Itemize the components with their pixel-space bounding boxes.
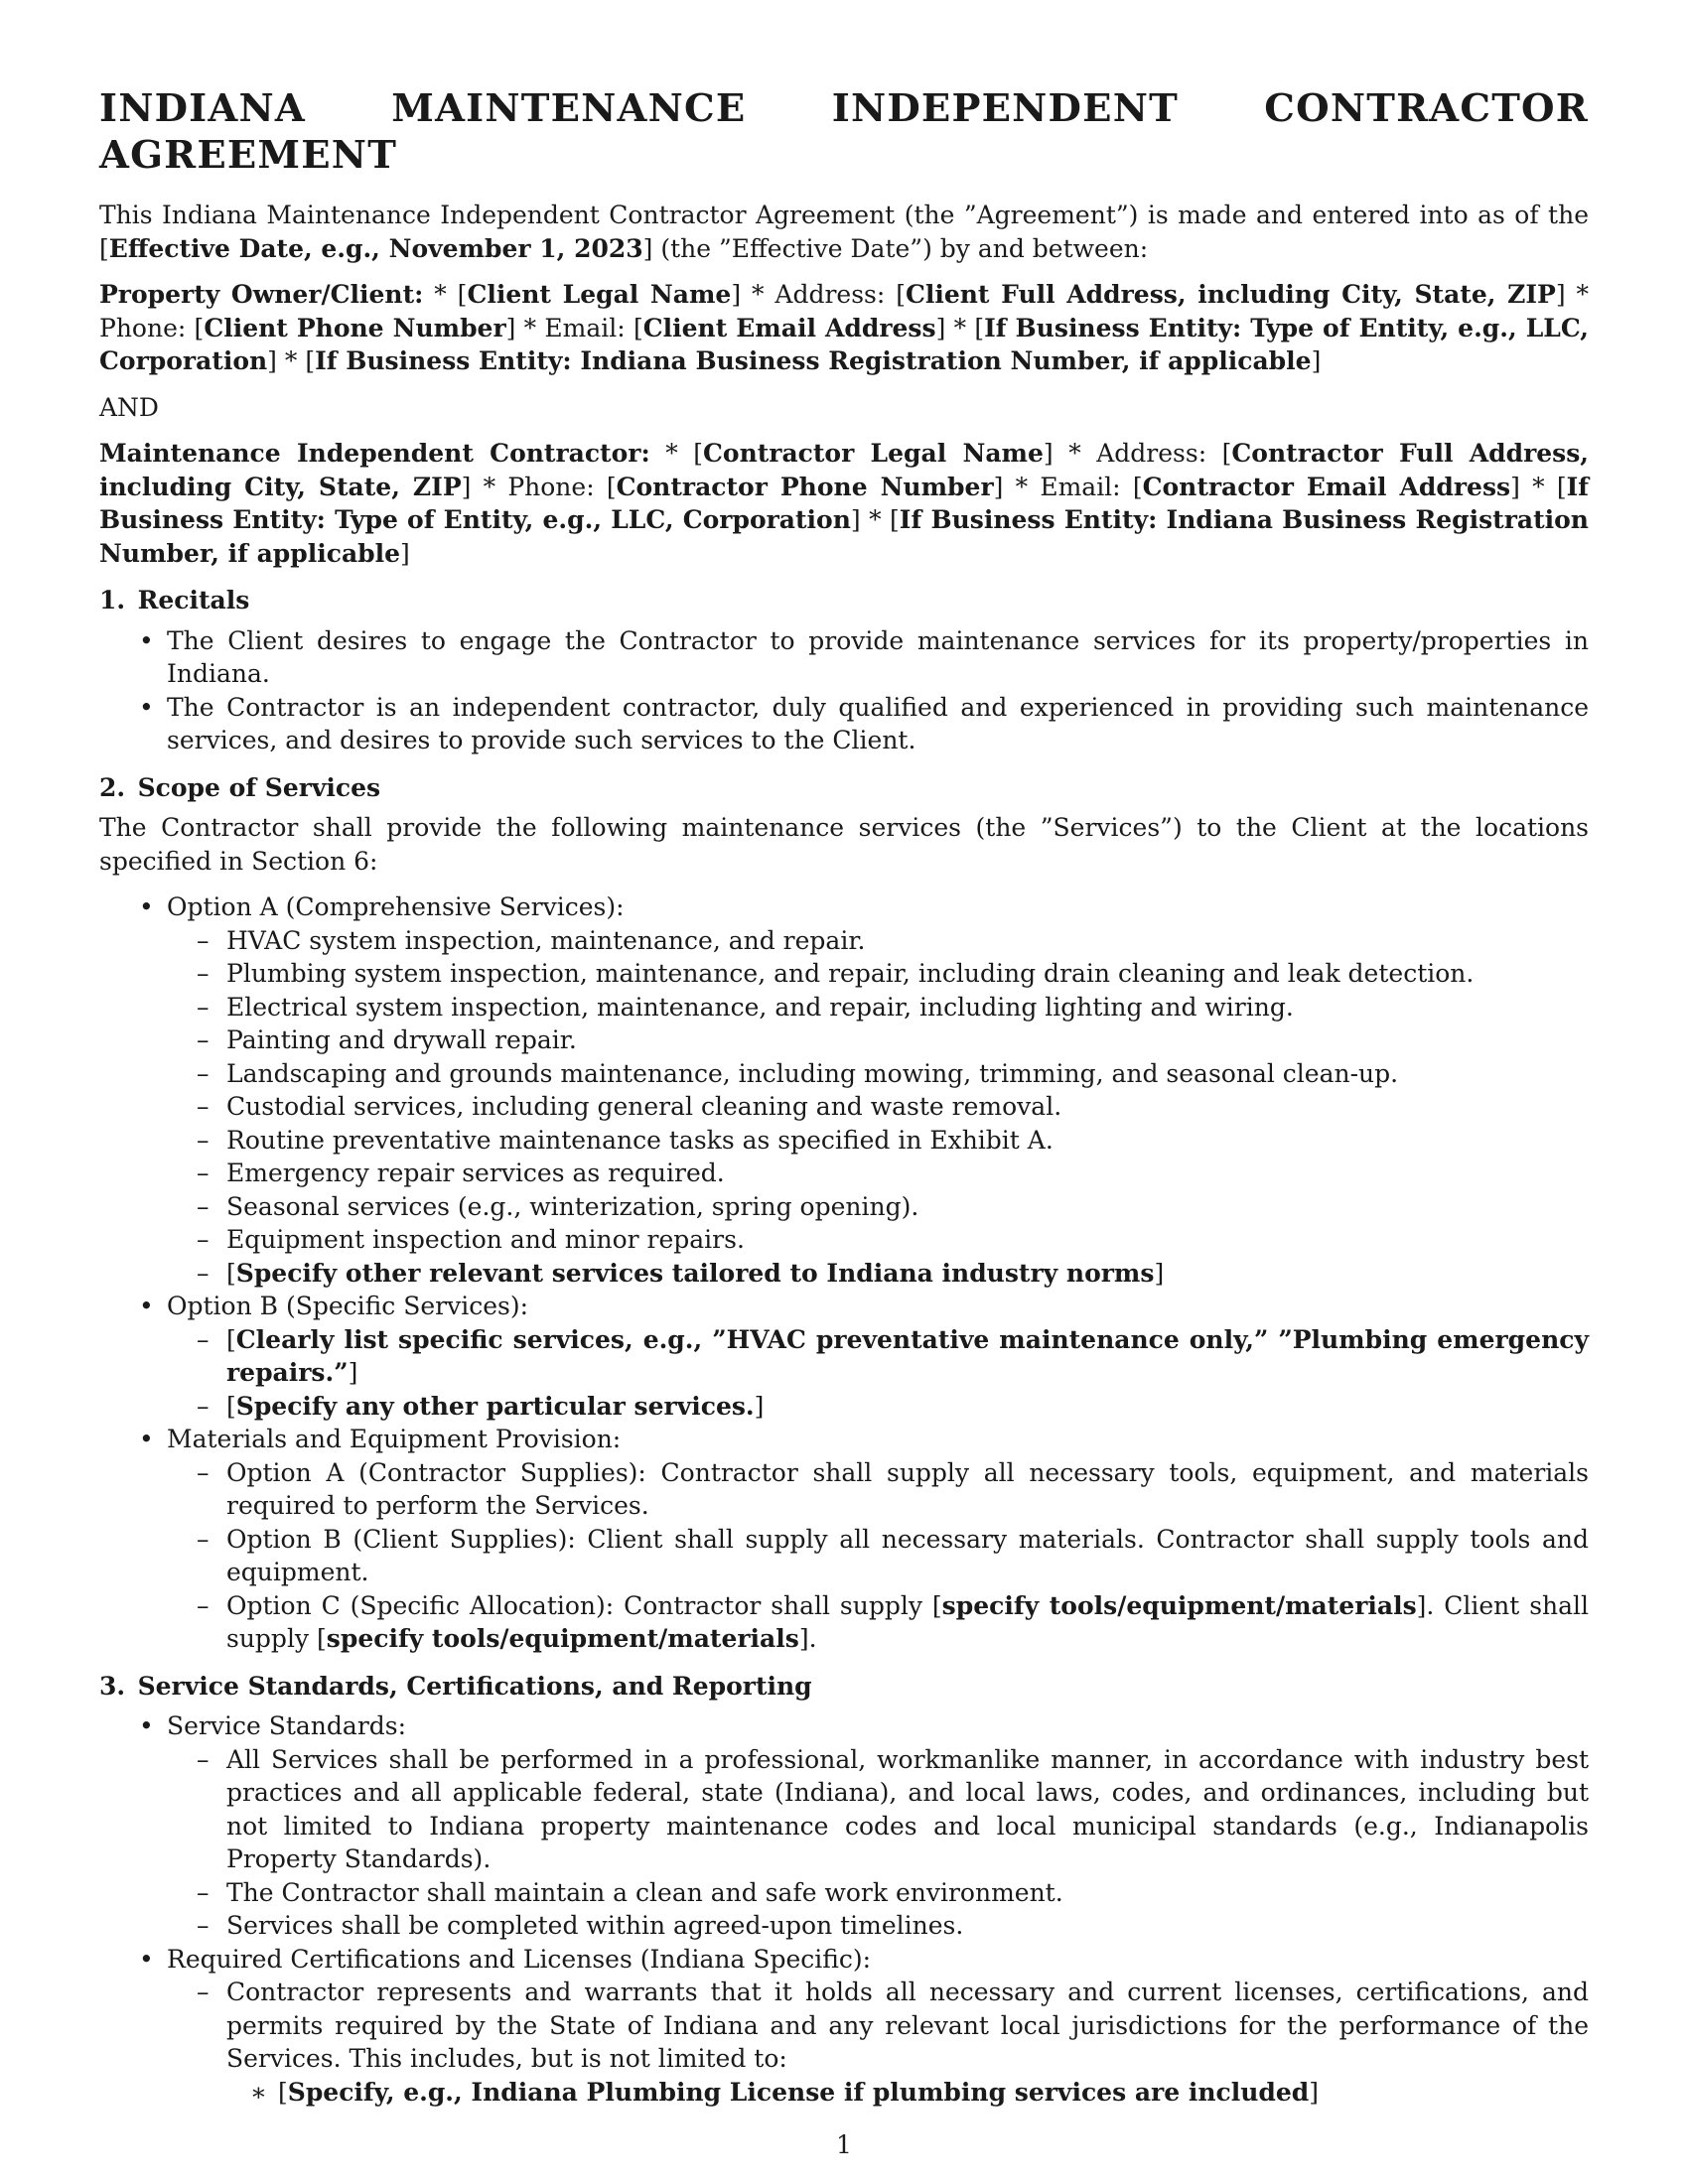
certifications-subsublist	[226, 2076, 1589, 2110]
list-item: – Option C (Specific Allocation): Contractor shall supply [specify tools/equipment/materials]. Client shall supply [specify tools/equipment/materials].	[226, 1589, 1589, 1656]
option-a-sublist	[167, 924, 1589, 1291]
intro-paragraph: This Indiana Maintenance Independent Contractor Agreement (the ”Agreement”) is made and entered into as of the [Effective Date, e.g., November 1, 2023] (the ”Effective Date”) by and between:	[99, 201, 1589, 263]
client-phone-field: Client Phone Number	[204, 313, 506, 342]
list-item: – Option A (Contractor Supplies): Contractor shall supply all necessary tools, equipment, and materials required to perform the Services.	[226, 1456, 1589, 1523]
contractor-block: Maintenance Independent Contractor: * [Contractor Legal Name] * Address: [Contractor Full Address, including City, State, ZIP] * Phone: [Contractor Phone Number] * Email: [Contractor Email Address] * [If Business Entity: Type of Entity, e.g., LLC, Corporation] * [If Business Entity: Indiana Business Registration Number, if applicable]	[99, 439, 1590, 568]
list-item: – [Clearly list specific services, e.g., ”HVAC preventative maintenance only,” ”Plumbing emergency repairs.”]	[226, 1323, 1589, 1390]
certifications-sublist	[167, 1976, 1589, 2109]
option-b-item: • Option B (Specific Services): – [Clearly list specific services, e.g., ”HVAC preventative maintenance only,” ”Plumbing emergency repairs.”] – [Specify any other particular services.]	[167, 1290, 1589, 1423]
list-item: – Custodial services, including general cleaning and waste removal.	[226, 1090, 1589, 1124]
option-b-sublist	[167, 1323, 1589, 1424]
list-item: – Electrical system inspection, maintenance, and repair, including lighting and wiring.	[226, 991, 1589, 1024]
list-item: – HVAC system inspection, maintenance, and repair.	[226, 924, 1589, 958]
list-item: – Emergency repair services as required.	[226, 1157, 1589, 1190]
contractor-phone-field: Contractor Phone Number	[616, 472, 994, 501]
option-a-item: • Option A (Comprehensive Services): – HVAC system inspection, maintenance, and repair. – Plumbing system inspection, maintenance, and repair, including drain cleaning and leak detection. – Electrical system inspection, maintenance, and repair, including lighting and wiring. – Painting and drywall repair. – Landscaping and grounds maintenance, including mowing, trimming, and seasonal clean-up. – Custodial services, including general cleaning and waste removal. – Routine preventative maintenance tasks as specified in Exhibit A. – Emergency repair services as required. – Seasonal services (e.g., winterization, spring opening). – Equipment inspection and minor repairs. – [Specify other relevant services tailored to Indiana industry norms]	[167, 890, 1589, 1290]
recitals-list	[99, 624, 1589, 757]
page-number: 1	[836, 2130, 852, 2159]
list-item: – Services shall be completed within agreed-upon timelines.	[226, 1909, 1589, 1943]
client-block: Property Owner/Client: * [Client Legal Name] * Address: [Client Full Address, including City, State, ZIP] * Phone: [Client Phone Number] * Email: [Client Email Address] * [If Business Entity: Type of Entity, e.g., LLC, Corporation] * [If Business Entity: Indiana Business Registration Number, if applicable]	[99, 280, 1590, 375]
client-entity-field: If Business Entity: Type of Entity, e.g., LLC, Corporation	[99, 313, 1590, 375]
certifications-item: • Required Certifications and Licenses (Indiana Specific): – Contractor represents and warrants that it holds all necessary and current licenses, certifications, and permits required by the State of Indiana and any relevant local jurisdictions for the performance of the Services. This includes, but is not limited to: ∗ [Specify, e.g., Indiana Plumbing License if plumbing services are included]	[167, 1943, 1589, 2110]
document-page	[99, 85, 1589, 2116]
and-separator: AND	[99, 392, 159, 422]
list-item: ∗ [Specify, e.g., Indiana Plumbing License if plumbing services are included]	[278, 2076, 1589, 2110]
contractor-entity-field: If Business Entity: Type of Entity, e.g., LLC, Corporation	[99, 472, 1590, 534]
contractor-name-field: Contractor Legal Name	[703, 439, 1044, 468]
list-item: – The Contractor shall maintain a clean and safe work environment.	[226, 1876, 1589, 1910]
effective-date-field: Effective Date, e.g., November 1, 2023	[108, 233, 643, 263]
client-address-field: Client Full Address, including City, State, ZIP	[905, 280, 1556, 309]
list-item: – Option B (Client Supplies): Client shall supply all necessary materials. Contractor shall supply tools and equipment.	[226, 1523, 1589, 1589]
contractor-registration-field: If Business Entity: Indiana Business Registration Number, if applicable	[99, 505, 1589, 568]
standards-list	[99, 1709, 1589, 2109]
list-item: – [Specify any other particular services.]	[226, 1390, 1589, 1424]
section-3-heading: 3. Service Standards, Certifications, and Reporting	[99, 1671, 812, 1701]
list-item: – [Specify other relevant services tailored to Indiana industry norms]	[226, 1257, 1589, 1291]
section-2-heading: 2. Scope of Services	[99, 772, 381, 802]
section-2-intro: The Contractor shall provide the following maintenance services (the ”Services”) to the Client at the locations specified in Section 6:	[99, 813, 1589, 876]
list-item: – Painting and drywall repair.	[226, 1024, 1589, 1057]
list-item: – Plumbing system inspection, maintenance, and repair, including drain cleaning and leak detection.	[226, 957, 1589, 991]
list-item: – Seasonal services (e.g., winterization, spring opening).	[226, 1190, 1589, 1224]
contractor-address-field: Contractor Full Address, including City, State, ZIP	[99, 439, 1590, 501]
list-item: • The Contractor is an independent contractor, duly qualified and experienced in providing such maintenance services, and desires to provide such services to the Client.	[167, 691, 1589, 757]
service-standards-item: • Service Standards: – All Services shall be performed in a professional, workmanlike manner, in accordance with industry best practices and all applicable federal, state (Indiana), and local laws, codes, and ordinances, including but not limited to Indiana property maintenance codes and local municipal standards (e.g., Indianapolis Property Standards). – The Contractor shall maintain a clean and safe work environment. – Services shall be completed within agreed-upon timelines.	[167, 1709, 1589, 1943]
scope-list	[99, 890, 1589, 1656]
contractor-email-field: Contractor Email Address	[1142, 472, 1511, 501]
standards-sublist	[167, 1743, 1589, 1943]
list-item: – Routine preventative maintenance tasks as specified in Exhibit A.	[226, 1124, 1589, 1158]
contractor-heading: Maintenance Independent Contractor:	[99, 439, 650, 468]
client-name-field: Client Legal Name	[467, 280, 732, 309]
materials-sublist	[167, 1456, 1589, 1656]
list-item: – All Services shall be performed in a professional, workmanlike manner, in accordance with industry best practices and all applicable federal, state (Indiana), and local laws, codes, and ordinances, including but not limited to Indiana property maintenance codes and local municipal standards (e.g., Indianapolis Property Standards).	[226, 1743, 1589, 1876]
section-1-heading: 1. Recitals	[99, 586, 250, 614]
client-heading: Property Owner/Client:	[99, 280, 424, 309]
list-item: – Contractor represents and warrants that it holds all necessary and current licenses, certifications, and permits required by the State of Indiana and any relevant local jurisdictions for the performance of the Services. This includes, but is not limited to: ∗ [Specify, e.g., Indiana Plumbing License if plumbing services are included]	[226, 1976, 1589, 2109]
document-title: INDIANA MAINTENANCE INDEPENDENT CONTRACTOR AGREEMENT	[99, 86, 1589, 178]
client-email-field: Client Email Address	[642, 313, 936, 342]
materials-item: • Materials and Equipment Provision: – Option A (Contractor Supplies): Contractor shall supply all necessary tools, equipment, and materials required to perform the Services. – Option B (Client Supplies): Client shall supply all necessary materials. Contractor shall supply tools and equipment. – Option C (Specific Allocation): Contractor shall supply [specify tools/equipment/materials]. Client shall supply [specify tools/equipment/materials].	[167, 1423, 1589, 1656]
list-item: – Equipment inspection and minor repairs.	[226, 1223, 1589, 1257]
list-item: – Landscaping and grounds maintenance, including mowing, trimming, and seasonal clean-up.	[226, 1057, 1589, 1091]
list-item: • The Client desires to engage the Contractor to provide maintenance services for its property/properties in Indiana.	[167, 624, 1589, 691]
client-registration-field: If Business Entity: Indiana Business Registration Number, if applicable	[315, 346, 1312, 375]
